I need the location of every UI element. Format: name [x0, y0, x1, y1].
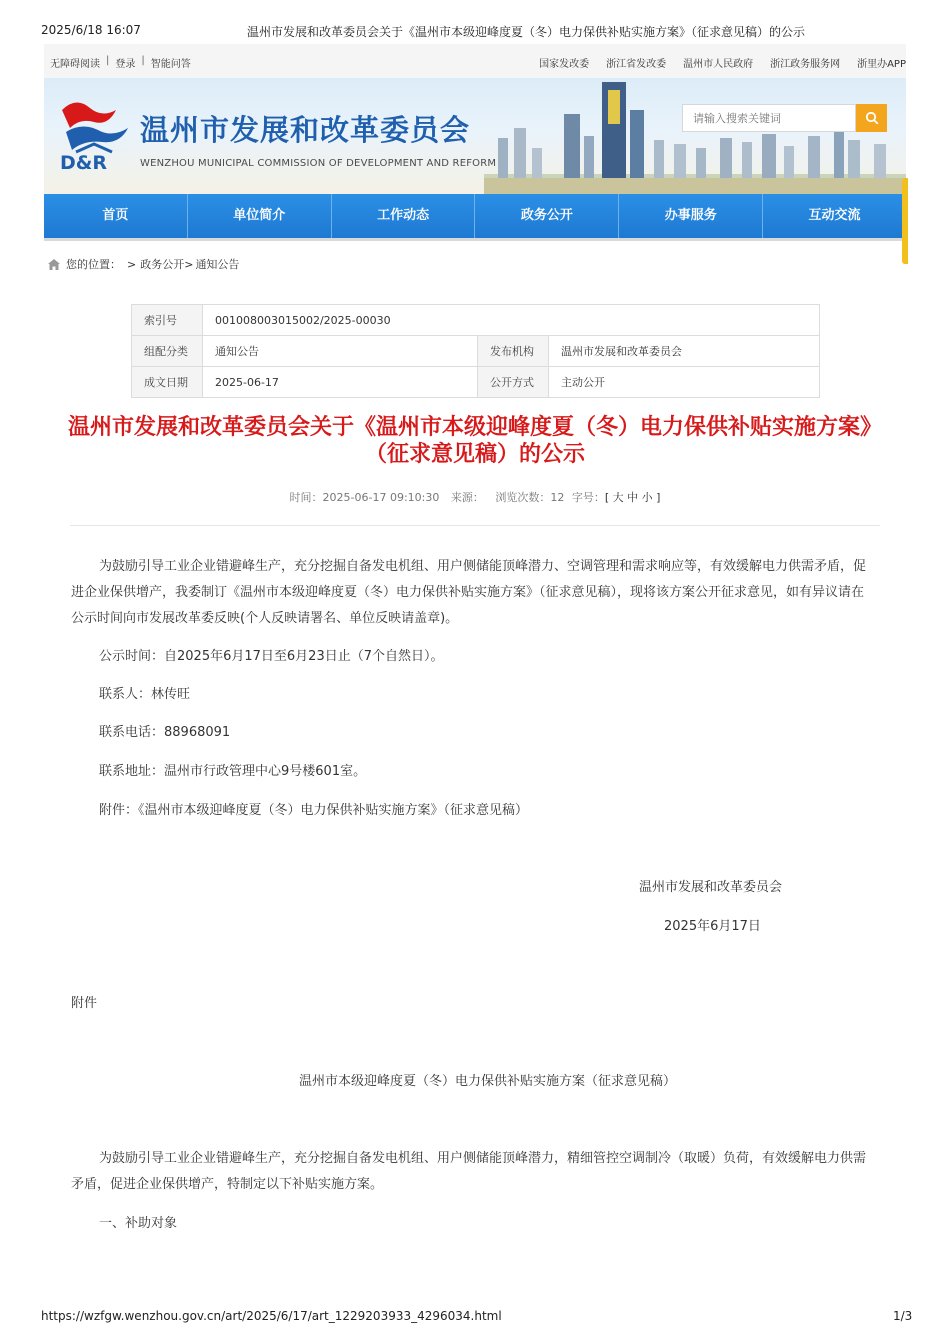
intro-paragraph: 为鼓励引导工业企业错避峰生产，充分挖掘自备发电机组、用户侧储能顶峰潜力、空调管理和需求响应等，有效缓解电力供需矛盾，促进企业保供增产，我委制订《温州市本级迎峰度夏（冬）电力保供补贴实施方案》（征求意见稿），现将该方案公开征求意见，如有异议请在公示时间向市发展改革委反映(个人反映请署名、单位反映请盖章)。 — [71, 559, 867, 626]
search-button[interactable] — [856, 104, 887, 132]
print-url: https://wzfgw.wenzhou.gov.cn/art/2025/6/17/art_1229203933_4296034.html — [41, 1309, 502, 1323]
breadcrumb-label: 您的位置： — [66, 258, 121, 271]
contact-person: 联系人：林传旺 — [99, 687, 191, 702]
table-row — [132, 336, 820, 367]
source-label: 来源： — [450, 491, 484, 504]
attachment-intro: 为鼓励引导工业企业错避峰生产，充分挖掘自备发电机组、用户侧储能顶峰潜力，精细管控空调制冷（取暖）负荷，有效缓解电力供需矛盾，促进企业保供增产，特制定以下补贴实施方案。 — [71, 1151, 867, 1192]
nav-services[interactable]: 办事服务 — [619, 194, 763, 238]
font-size-options[interactable]: [ 大 中 小 ] — [604, 491, 661, 504]
time-label: 时间： — [289, 491, 323, 504]
views-label: 浏览次数： — [495, 491, 551, 504]
wz-gov-link[interactable]: 温州市人民政府 — [683, 59, 754, 70]
utility-links-left — [44, 55, 197, 70]
print-datetime: 2025/6/18 16:07 — [41, 23, 141, 37]
contact-address: 联系地址：温州市行政管理中心9号楼601室。 — [99, 764, 367, 779]
breadcrumb-notices[interactable]: 通知公告 — [195, 258, 240, 271]
date-label: 成文日期 — [132, 367, 203, 398]
view-count: 12 — [550, 491, 565, 504]
side-float-tab[interactable] — [902, 178, 908, 264]
smart-qa-link[interactable]: 智能问答 — [150, 59, 191, 70]
zj-service-link[interactable]: 浙江政务服务网 — [770, 59, 841, 70]
nav-gov-info[interactable]: 政务公开 — [475, 194, 619, 238]
font-size-label: 字号： — [571, 491, 605, 504]
publish-time: 2025-06-17 09:10:30 — [322, 491, 440, 504]
login-link[interactable]: 登录 — [115, 59, 136, 70]
section-heading-1: 一、补助对象 — [99, 1216, 178, 1231]
category-value: 通知公告 — [203, 336, 478, 367]
signature: 温州市发展和改革委员会 — [639, 880, 783, 895]
signature-date: 2025年6月17日 — [664, 919, 761, 934]
home-icon — [48, 259, 60, 270]
nav-news[interactable]: 工作动态 — [332, 194, 476, 238]
nav-shadow — [44, 238, 906, 241]
print-page-number: 1/3 — [893, 1309, 913, 1323]
index-value: 001008003015002/2025-00030 — [203, 305, 820, 336]
site-title: 温州市发展和改革委员会 — [140, 113, 471, 147]
category-label: 组配分类 — [132, 336, 203, 367]
nav-about[interactable]: 单位简介 — [188, 194, 332, 238]
breadcrumb — [48, 256, 239, 272]
zj-drc-link[interactable]: 浙江省发改委 — [606, 59, 667, 70]
publisher-label: 发布机构 — [478, 336, 549, 367]
site-title-en: WENZHOU MUNICIPAL COMMISSION OF DEVELOPMENT AND REFORM — [140, 158, 497, 169]
nav-interaction[interactable]: 互动交流 — [808, 208, 861, 223]
breadcrumb-gov-info[interactable]: 政务公开> — [140, 258, 194, 271]
search-box — [682, 104, 856, 132]
city-skyline-image — [484, 78, 906, 194]
mode-value: 主动公开 — [549, 367, 820, 398]
accessibility-link[interactable]: 无障碍阅读 — [50, 59, 100, 70]
index-label: 索引号 — [132, 305, 203, 336]
print-doc-title: 温州市发展和改革委员会关于《温州市本级迎峰度夏（冬）电力保供补贴实施方案》（征求意见稿）的公示 — [247, 25, 806, 39]
logo-text: D&R — [60, 152, 107, 174]
search-icon — [865, 111, 879, 125]
attachment-link[interactable]: 附件：《温州市本级迎峰度夏（冬）电力保供补贴实施方案》（征求意见稿） — [99, 803, 529, 818]
ndrc-link[interactable]: 国家发改委 — [539, 59, 590, 70]
utility-bar — [44, 44, 906, 78]
separator: | — [141, 55, 145, 66]
announcement-period: 公示时间：自2025年6月17日至6月23日止（7个自然日）。 — [99, 649, 444, 664]
title-divider — [70, 525, 880, 526]
site-banner — [44, 78, 906, 194]
article-meta — [0, 489, 950, 505]
mode-label: 公开方式 — [478, 367, 549, 398]
table-row — [132, 305, 820, 336]
attachment-title: 温州市本级迎峰度夏（冬）电力保供补贴实施方案（征求意见稿） — [298, 1074, 676, 1089]
contact-phone: 联系电话：88968091 — [99, 725, 231, 740]
article-title: 温州市发展和改革委员会关于《温州市本级迎峰度夏（冬）电力保供补贴实施方案》（征求意见稿）的公示 — [67, 415, 882, 467]
separator: | — [106, 55, 110, 66]
attachment-heading: 附件 — [71, 996, 98, 1011]
table-row — [132, 367, 820, 398]
breadcrumb-separator: > — [127, 257, 137, 271]
publisher-value: 温州市发展和改革委员会 — [549, 336, 820, 367]
search-input[interactable] — [683, 105, 853, 131]
zlb-app-link[interactable]: 浙里办APP — [857, 59, 906, 70]
document-info-table — [131, 304, 820, 398]
nav-home[interactable]: 首页 — [44, 194, 188, 238]
utility-links-right — [522, 55, 906, 70]
date-value: 2025-06-17 — [203, 367, 478, 398]
main-nav — [44, 194, 906, 238]
